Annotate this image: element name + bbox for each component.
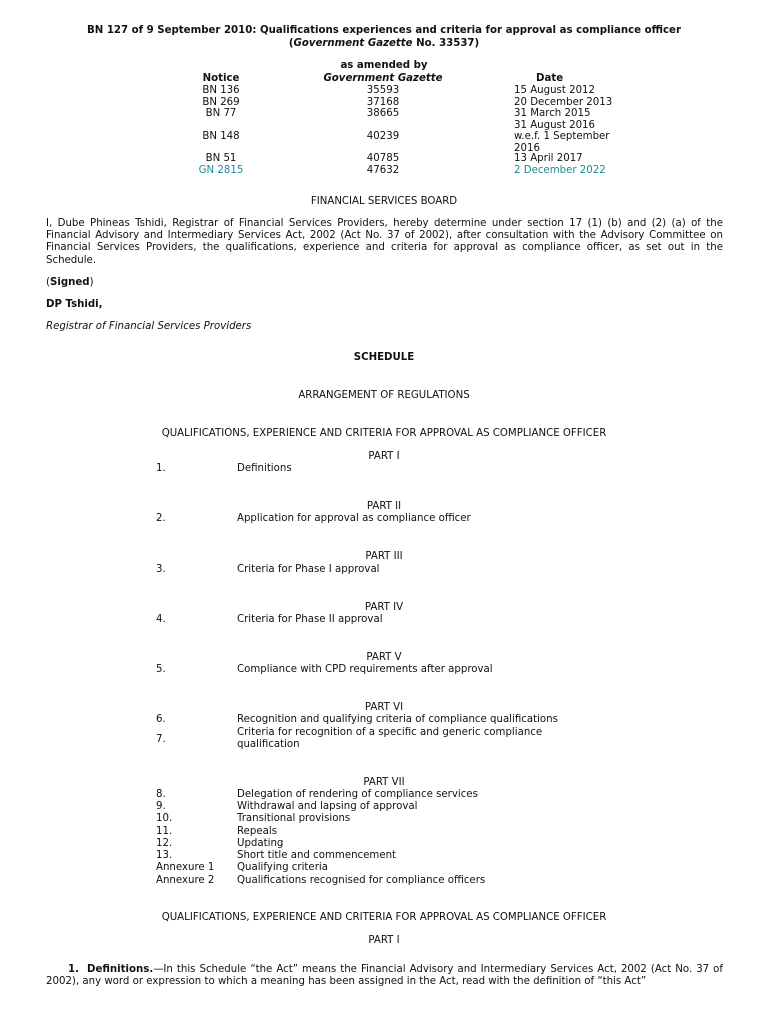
amend-gazette: 40785	[366, 153, 400, 164]
definition-title: Definitions.	[87, 964, 154, 975]
signatory-title: Registrar of Financial Services Providers	[46, 321, 252, 332]
part-label: PART VI	[364, 702, 404, 713]
toc-item: Withdrawal and lapsing of approval	[237, 801, 418, 812]
notice-header: Notice	[202, 73, 240, 84]
toc-number: 7.	[156, 734, 166, 745]
toc-item: Qualifications recognised for compliance officers	[237, 875, 486, 886]
toc-item: Criteria for Phase I approval	[237, 564, 380, 575]
amend-gazette: 40239	[366, 131, 400, 142]
part-label: PART VII	[363, 777, 405, 788]
amend-date: w.e.f. 1 September 2016	[514, 131, 610, 155]
arrangement-heading: ARRANGEMENT OF REGULATIONS	[298, 390, 470, 401]
signatory-name: DP Tshidi,	[46, 299, 103, 310]
schedule-heading: SCHEDULE	[353, 352, 415, 363]
toc-number: 12.	[156, 838, 173, 849]
amend-date: 31 August 2016	[514, 120, 596, 131]
amend-notice: BN 77	[205, 108, 237, 119]
toc-number: 6.	[156, 714, 166, 725]
toc-number: 4.	[156, 614, 166, 625]
board-heading: FINANCIAL SERVICES BOARD	[310, 196, 458, 207]
date-header: Date	[536, 73, 564, 84]
intro-paragraph: I, Dube Phineas Tshidi, Registrar of Financial Services Providers, hereby determine under section 17 (1) (b) and (2) (a) of the Financial Advisory and Intermediary Services Act, 2002 (Act No. 37 of 2002), after consultation with the Advisory Committee on Financial Services Providers, the qualifications, experience and criteria for approval as compliance officer, as set out in the Schedule.	[46, 218, 723, 266]
toc-number: 2.	[156, 513, 166, 524]
toc-item: Repeals	[237, 826, 278, 837]
toc-item: Transitional provisions	[237, 813, 351, 824]
amend-date: 31 March 2015	[514, 108, 591, 119]
toc-number: 5.	[156, 664, 166, 675]
definitions-paragraph	[46, 964, 723, 988]
toc-number: Annexure 2	[156, 875, 215, 886]
body-heading: QUALIFICATIONS, EXPERIENCE AND CRITERIA FOR APPROVAL AS COMPLIANCE OFFICER	[161, 912, 607, 923]
amend-notice: BN 136	[202, 85, 240, 96]
toc-item: Updating	[237, 838, 284, 849]
toc-heading: QUALIFICATIONS, EXPERIENCE AND CRITERIA FOR APPROVAL AS COMPLIANCE OFFICER	[161, 428, 607, 439]
definition-text: —In this Schedule “the Act” means the Financial Advisory and Intermediary Services Act, 2002 (Act No. 37 of 2002), any word or expression to which a meaning has been assigned in the Act, read with the definition of “this Act”	[46, 964, 723, 988]
signed-line: (Signed)	[46, 277, 94, 288]
part-label: PART V	[366, 652, 402, 663]
toc-item: Delegation of rendering of compliance services	[237, 789, 478, 800]
toc-item: Recognition and qualifying criteria of compliance qualifications	[237, 714, 558, 725]
amend-gazette: 37168	[366, 97, 400, 108]
definition-number: 1.	[68, 964, 79, 975]
toc-number: 10.	[156, 813, 173, 824]
toc-item: Application for approval as compliance officer	[237, 513, 471, 524]
amend-notice: BN 51	[205, 153, 237, 164]
toc-number: Annexure 1	[156, 862, 215, 873]
document-title: BN 127 of 9 September 2010: Qualifications experiences and criteria for approval as compliance officer	[87, 25, 681, 36]
toc-number: 13.	[156, 850, 173, 861]
toc-number: 9.	[156, 801, 166, 812]
amend-notice-link[interactable]: GN 2815	[198, 165, 244, 176]
amend-date: 20 December 2013	[514, 97, 613, 108]
part-label: PART IV	[364, 602, 404, 613]
body-part-label: PART I	[368, 935, 400, 946]
gazette-header: Government Gazette	[323, 73, 443, 84]
toc-number: 1.	[156, 463, 166, 474]
amend-notice: BN 269	[202, 97, 240, 108]
part-label: PART III	[365, 551, 403, 562]
amend-date: 13 April 2017	[514, 153, 583, 164]
toc-item: Compliance with CPD requirements after approval	[237, 664, 493, 675]
toc-number: 11.	[156, 826, 173, 837]
gazette-reference: (Government Gazette No. 33537)	[288, 38, 480, 49]
part-label: PART I	[368, 451, 400, 462]
toc-item: Short title and commencement	[237, 850, 397, 861]
amend-date: 15 August 2012	[514, 85, 596, 96]
toc-number: 3.	[156, 564, 166, 575]
part-label: PART II	[366, 501, 402, 512]
toc-item: Criteria for recognition of a specific and generic compliance qualification	[237, 727, 543, 751]
amend-gazette: 35593	[366, 85, 400, 96]
amended-by-heading: as amended by	[340, 60, 428, 71]
amend-gazette: 47632	[366, 165, 400, 176]
amend-notice: BN 148	[202, 131, 240, 142]
amend-date-link[interactable]: 2 December 2022	[514, 165, 606, 176]
amend-gazette: 38665	[366, 108, 400, 119]
toc-number: 8.	[156, 789, 166, 800]
gazette-label: Government Gazette	[293, 38, 413, 49]
toc-item: Criteria for Phase II approval	[237, 614, 383, 625]
toc-item: Definitions	[237, 463, 292, 474]
toc-item: Qualifying criteria	[237, 862, 328, 873]
